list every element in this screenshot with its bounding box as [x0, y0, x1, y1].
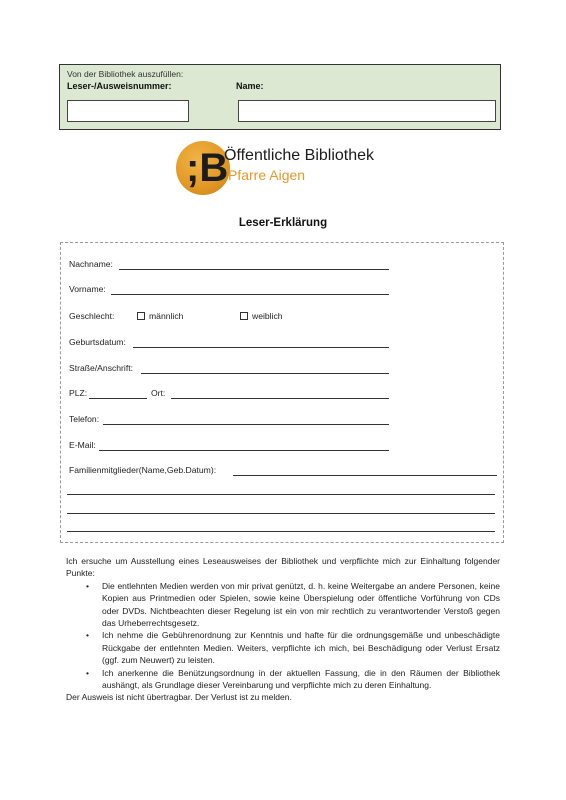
- nachname-field[interactable]: [119, 269, 389, 270]
- library-logo: [176, 141, 396, 199]
- logo-glyph: ;B: [186, 146, 229, 190]
- bullet-icon: •: [86, 630, 89, 641]
- email-field[interactable]: [99, 450, 389, 451]
- reader-number-field[interactable]: [67, 100, 189, 122]
- familienmitglieder-field[interactable]: [233, 475, 497, 476]
- declaration-intro: Ich ersuche um Ausstellung eines Leseausweises der Bibliothek und verpflichte mich zur Einhaltung folgender Punkte:: [66, 556, 500, 579]
- maennlich-option[interactable]: [137, 311, 183, 321]
- ort-label: Ort:: [151, 388, 166, 398]
- declaration: [66, 555, 500, 704]
- declaration-point: Ich nehme die Gebührenordnung zur Kenntnis und hafte für die ordnungsgemäße und unbeschädigte Rückgabe der entlehnten Medien. Weiters, verpflichte ich mich, bei Beschädigung oder Verlust Ersatz (ggf. zum Neuwert) zu leisten.: [102, 630, 500, 666]
- logo-title: Öffentliche Bibliothek: [224, 147, 375, 164]
- declaration-footer: Der Ausweis ist nicht übertragbar. Der Verlust ist zu melden.: [66, 692, 292, 703]
- strasse-label: Straße/Anschrift:: [69, 363, 133, 373]
- maennlich-label: männlich: [149, 311, 184, 321]
- name-label: Name:: [236, 81, 264, 91]
- admin-note: Von der Bibliothek auszufüllen:: [67, 69, 184, 79]
- declaration-points: [66, 580, 500, 692]
- telefon-label: Telefon:: [69, 414, 100, 424]
- vorname-label: Vorname:: [69, 284, 106, 294]
- strasse-field[interactable]: [141, 373, 389, 374]
- declaration-point: Ich anerkenne die Benützungsordnung in der aktuellen Fassung, die in den Räumen der Bibliothek aushängt, als Grundlage dieser Vereinbarung und verpflichte mich zu deren Einhaltung.: [102, 667, 500, 691]
- familienmitglieder-line[interactable]: [67, 531, 495, 532]
- plz-label: PLZ:: [69, 388, 88, 398]
- geburtsdatum-field[interactable]: [133, 347, 389, 348]
- list-item: [66, 629, 500, 666]
- list-item: [66, 580, 500, 630]
- weiblich-label: weiblich: [252, 311, 283, 321]
- logo-subtitle: Pfarre Aigen: [228, 167, 306, 183]
- familienmitglieder-label: Familienmitglieder(Name,Geb.Datum):: [69, 465, 217, 475]
- familienmitglieder-line[interactable]: [67, 513, 495, 514]
- nachname-label: Nachname:: [69, 259, 113, 269]
- declaration-point: Die entlehnten Medien werden von mir privat genützt, d. h. keine Weitergabe an andere Personen, keine Kopien aus Printmedien oder Spielen, sowie keine Überspielung oder öffentliche Vorführung von CDs oder DVDs. Nichtbeachten dieser Regelung ist ein von mir rechtlich zu verantwortender Verstoß gegen das Urheberrechtsgesetz.: [102, 580, 500, 629]
- weiblich-option[interactable]: [240, 311, 283, 321]
- reader-form: [60, 242, 504, 543]
- weiblich-checkbox[interactable]: [240, 312, 248, 320]
- admin-name-field[interactable]: [238, 100, 496, 122]
- ort-field[interactable]: [171, 398, 389, 399]
- page-title: Leser-Erklärung: [238, 217, 328, 229]
- bullet-icon: •: [86, 580, 89, 591]
- plz-field[interactable]: [89, 398, 147, 399]
- familienmitglieder-line[interactable]: [67, 494, 495, 495]
- telefon-field[interactable]: [103, 424, 389, 425]
- geschlecht-label: Geschlecht:: [69, 311, 115, 321]
- library-admin-box: [59, 64, 501, 130]
- bullet-icon: •: [86, 667, 89, 678]
- maennlich-checkbox[interactable]: [137, 312, 145, 320]
- list-item: [66, 667, 500, 692]
- reader-number-label: Leser-/Ausweisnummer:: [67, 81, 172, 91]
- vorname-field[interactable]: [111, 294, 389, 295]
- email-label: E-Mail:: [69, 440, 96, 450]
- geburtsdatum-label: Geburtsdatum:: [69, 337, 126, 347]
